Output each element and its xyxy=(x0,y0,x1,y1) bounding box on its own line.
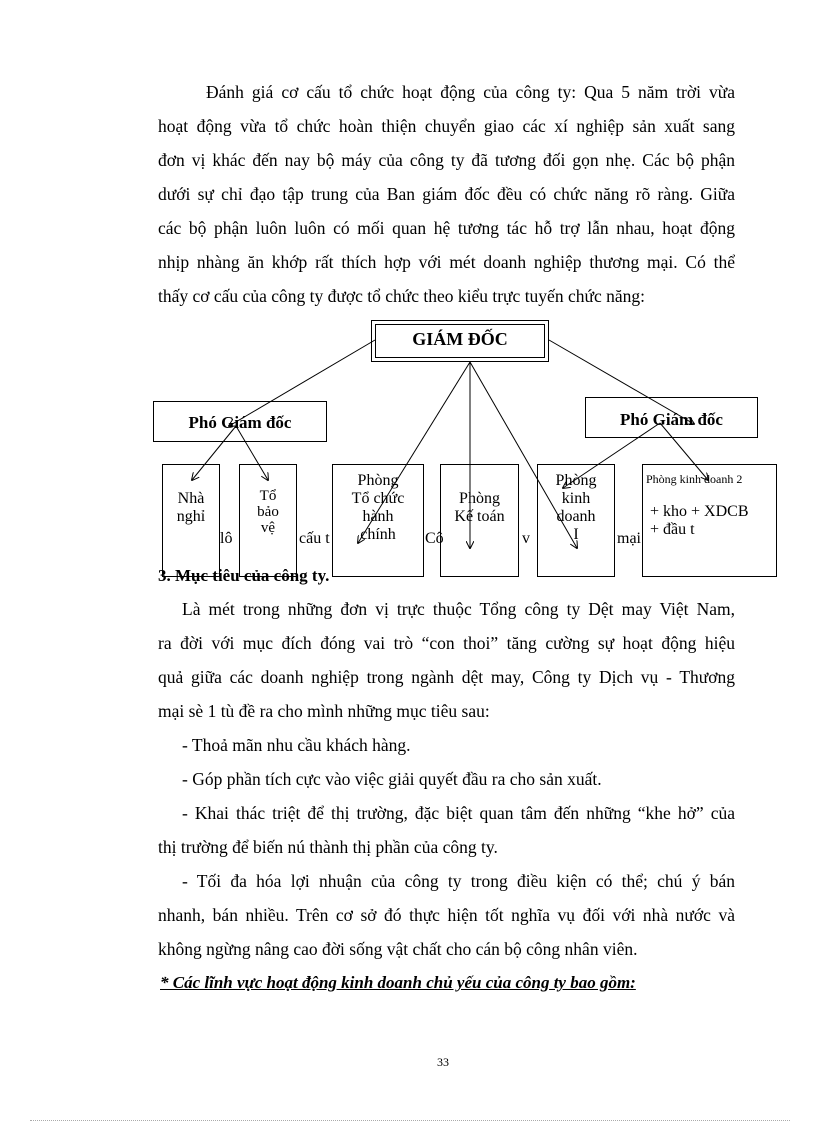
connector-deputy-kinh-doanh xyxy=(563,423,660,488)
deputy-left-label: Phó Giám đốc xyxy=(188,413,292,432)
caption-fragment: lô xyxy=(220,530,233,547)
intro-line: thấy cơ cấu của công ty được tổ chức theo kiểu trực tuyến chức năng: xyxy=(158,286,645,306)
intro-line: hoạt động vừa tổ chức hoàn thiện chuyển giao các xí nghiệp sản xuất sang xyxy=(158,116,735,136)
caption-fragment: mại xyxy=(617,530,641,547)
connector-director-deputy-right xyxy=(549,340,694,424)
connector-deputy-kinh-doanh-2 xyxy=(660,423,708,480)
unit-ke-toan-label: Phòng Kế toán xyxy=(454,490,505,525)
intro-line: dưới sự chỉ đạo tập trung của Ban giám đốc đều có chức năng rõ ràng. Giữa xyxy=(158,184,735,204)
bullet-item: - Khai thác triệt để thị trường, đặc biệt quan tâm đến những “khe hở” của xyxy=(182,803,735,823)
intro-line: nhịp nhàng ăn khớp rất thích hợp với mét doanh nghiệp thương mại. Có thể xyxy=(158,252,735,272)
unit-kinh-doanh-2-lines: + kho + XDCB + đầu t xyxy=(650,503,749,538)
unit-to-chuc-label: Phòng Tổ chức hành chính xyxy=(351,472,405,543)
section-heading: 3. Mục tiêu của công ty. xyxy=(158,566,330,585)
deputy-right-label: Phó Giám đốc xyxy=(620,410,723,429)
connector-deputy-to-bao-ve xyxy=(236,426,268,480)
body-line: Là mét trong những đơn vị trực thuộc Tổng công ty Dệt may Việt Nam, xyxy=(182,599,735,619)
connector-director-to-chuc xyxy=(358,362,470,543)
unit-nha-nghi-label: Nhà nghỉ xyxy=(176,490,206,525)
body-line: mại sè 1 tù đề ra cho mình những mục tiêu sau: xyxy=(158,701,490,721)
director-label: GIÁM ĐỐC xyxy=(412,329,508,349)
caption-fragment: Cô xyxy=(425,530,444,547)
page-number: 33 xyxy=(437,1055,449,1069)
unit-to-bao-ve-label: Tổ bảo vệ xyxy=(257,488,279,536)
body-line: quả giữa các doanh nghiệp trong ngành dệt may, Công ty Dịch vụ - Thương xyxy=(158,667,735,687)
bullet-item: - Góp phần tích cực vào việc giải quyết đầu ra cho sản xuất. xyxy=(182,769,602,789)
body-line: thị trường để biến nú thành thị phần của công ty. xyxy=(158,837,498,857)
intro-line: các bộ phận luôn luôn có mối quan hệ tương tác hỗ trợ lẫn nhau, hoạt động xyxy=(158,218,735,238)
caption-fragment: cấu t xyxy=(299,530,330,547)
body-line: ra đời với mục đích đóng vai trò “con thoi” tăng cường sự hoạt động hiệu xyxy=(158,633,735,653)
unit-kinh-doanh-2-title: Phòng kinh doanh 2 xyxy=(646,472,743,486)
bullet-item: - Thoả mãn nhu cầu khách hàng. xyxy=(182,735,411,755)
connector-deputy-nha-nghi xyxy=(192,426,236,480)
body-line: không ngừng nâng cao đời sống vật chất cho cán bộ công nhân viên. xyxy=(158,939,638,959)
bullet-item: - Tối đa hóa lợi nhuận của công ty trong điều kiện có thể; chú ý bán xyxy=(182,871,735,891)
footer-divider xyxy=(30,1120,790,1121)
connector-director-deputy-left xyxy=(229,340,375,426)
subheading: * Các lĩnh vực hoạt động kinh doanh chủ yếu của công ty bao gồm: xyxy=(160,973,636,992)
intro-line: Đánh giá cơ cấu tổ chức hoạt động của công ty: Qua 5 năm trời vừa xyxy=(206,82,735,102)
intro-line: đơn vị khác đến nay bộ máy của công ty đã tương đối gọn nhẹ. Các bộ phận xyxy=(158,150,735,170)
caption-fragment: v xyxy=(522,530,530,547)
connector-director-kinh-doanh xyxy=(470,362,577,548)
unit-kinh-doanh-label: Phòng kinh doanh I xyxy=(555,472,597,543)
body-line: nhanh, bán nhiều. Trên cơ sở đó thực hiện tốt nghĩa vụ đối với nhà nước và xyxy=(158,905,735,925)
